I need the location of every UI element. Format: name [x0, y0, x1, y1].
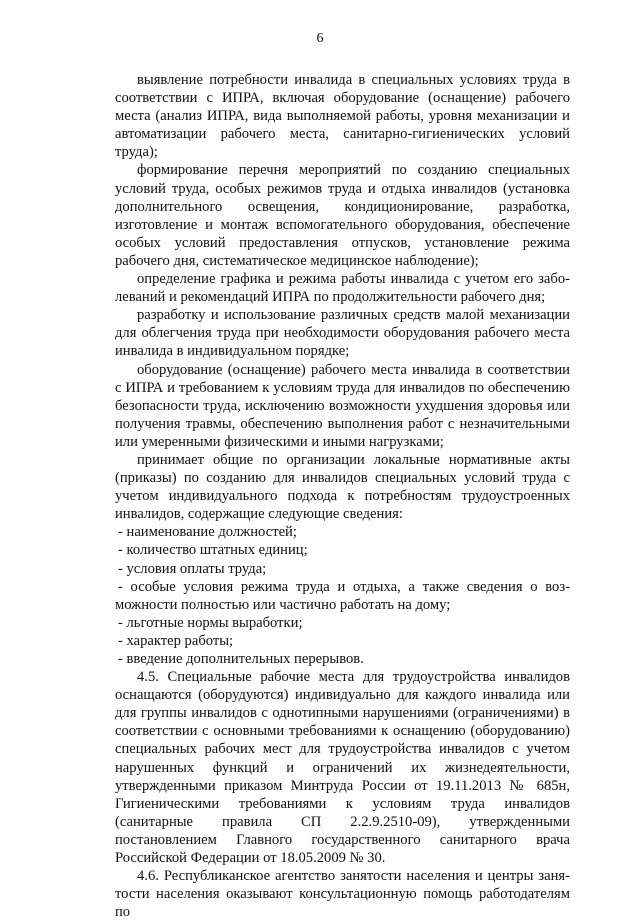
paragraph-workplace-equipment: оборудование (оснащение) рабочего места инвалида в соответствии с ИПРА и требованием к условиям труда для инвалидов по обеспечению безопасности труда, исключению возможности ухудшения здоровья или получения травмы, обеспечению выполнения работ с незначительными или умеренными физическими и иными нагрузками; — [115, 361, 570, 450]
paragraph-local-acts: принимает общие по организации локальные нормативные акты (приказы) по созданию для инвалидов специальных условий труда с учетом индивидуального подхода к потребностям трудоустроенных инвалидов, содержащие следующие сведения: — [115, 451, 570, 523]
list-item-work-nature: - характер работы; — [118, 632, 234, 649]
list-item-special-regime: - особые условия режима труда и отдыха, а также сведения о возможности полностью или частично работать на дому; — [115, 578, 570, 613]
list-item-positions: - наименование должностей; — [118, 524, 297, 541]
paragraph-needs-assessment: выявление потребности инвалида в специальных условиях труда в соответствии с ИПРА, включая оборудование (оснащение) рабочего места (анализ ИПРА, вида выполняемой работы, уровня механизации и автоматизации рабочего места, санитарно-гигиенических условий труда); — [115, 72, 570, 161]
paragraph-mechanization: разработку и использование различных средств малой механизации для облегчения труда при необходимости оборудования рабочего места инвалида в индивидуальном порядке; — [115, 307, 570, 360]
paragraph-measures-list: формирование перечня мероприятий по созданию специальных условий труда, особых режимов труда и отдыха инвалидов (установка дополнительного освещения, кондиционирование, разработка, изготовление и монтаж вспомогательного оборудования, обеспечение особых условий предоставления отпусков, установление режима рабочего дня, систематическое медицинское наблюдение); — [115, 162, 570, 269]
paragraph-section-4-6: 4.6. Республиканское агентство занятости населения и центры занятости населения оказывают консультационную помощь работодателям по — [115, 868, 570, 921]
document-body — [115, 71, 570, 921]
list-item-staff-units: - количество штатных единиц; — [118, 542, 308, 559]
page-number: 6 — [316, 31, 324, 46]
list-item-extra-breaks: - введение дополнительных перерывов. — [118, 651, 364, 667]
list-item-output-norms: - льготные нормы выработки; — [118, 614, 303, 631]
paragraph-work-schedule: определение графика и режима работы инвалида с учетом его заболеваний и рекомендаций ИПРА по продолжительности рабочего дня; — [115, 271, 570, 306]
list-item-pay-conditions: - условия оплаты труда; — [118, 560, 267, 577]
paragraph-section-4-5: 4.5. Специальные рабочие места для трудоустройства инвалидов оснащаются (оборудуются) индивидуально для каждого инвалида или для группы инвалидов с однотипными нарушениями (ограничениями) в соответствии с основными требованиями к оснащению (оборудованию) специальных рабочих мест для трудоустройства инвалидов с учетом нарушенных функций и ограничений их жизнедеятельности, утвержденными приказом Минтруда России от 19.11.2013 № 685н, Гигиеническими требованиями к условиям труда инвалидов (санитарные правила СП 2.2.9.2510-09), утвержденными постановлением Главного государственного санитарного врача Российской Федерации от 18.05.2009 № 30. — [115, 669, 570, 867]
